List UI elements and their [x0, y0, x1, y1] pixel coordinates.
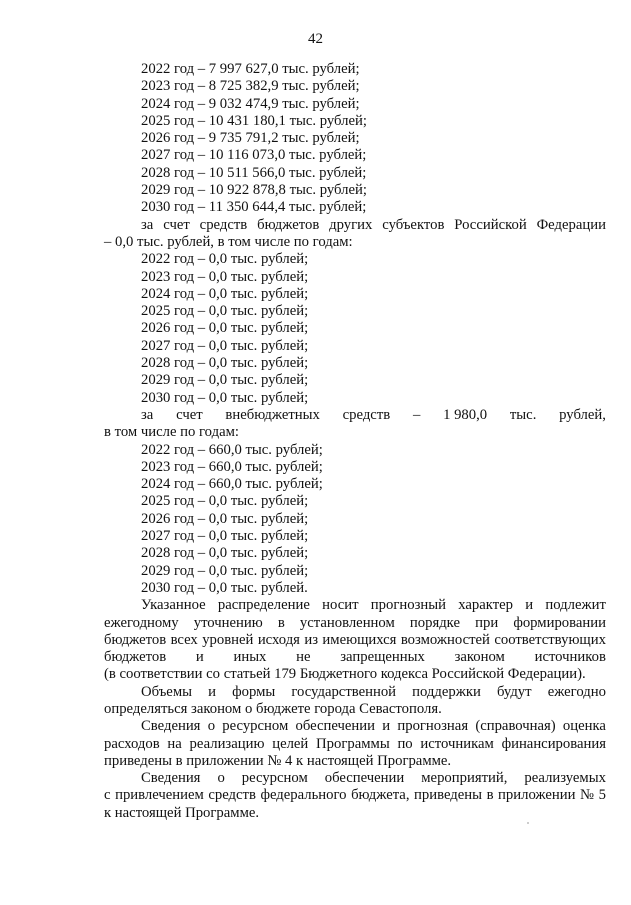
- word: бюджетов: [257, 216, 320, 233]
- page-number: 42: [308, 31, 323, 47]
- list-item: 2030 год – 11 350 644,4 тыс. рублей;: [141, 199, 367, 216]
- list-item: 2024 год – 9 032 474,9 тыс. рублей;: [141, 95, 360, 112]
- word: ежегодному: [104, 614, 179, 631]
- paragraph-last-line: приведены в приложении № 4 к настоящей Программе.: [104, 752, 452, 769]
- word: других: [329, 216, 373, 233]
- list-item: 2028 год – 0,0 тыс. рублей;: [141, 545, 309, 562]
- word: прогнозная: [397, 718, 469, 735]
- paragraph-last-line: к настоящей Программе.: [104, 804, 260, 821]
- word: федерального: [260, 787, 347, 804]
- word: запрещенных: [340, 649, 425, 666]
- word: целей: [272, 735, 309, 752]
- word: Объемы: [141, 683, 192, 700]
- paragraph-line: [104, 615, 606, 632]
- list-item: 2025 год – 10 431 180,1 тыс. рублей;: [141, 112, 367, 129]
- word: иных: [233, 649, 267, 666]
- word: источникам: [420, 735, 494, 752]
- word: Российской: [454, 216, 527, 233]
- list-item: 2022 год – 7 997 627,0 тыс. рублей;: [141, 61, 360, 77]
- paragraph-line: [104, 649, 606, 666]
- word: и: [382, 718, 391, 735]
- word: Указанное: [141, 597, 206, 614]
- list-item: 2029 год – 10 922 878,8 тыс. рублей;: [141, 182, 367, 199]
- word: из: [304, 631, 319, 648]
- word: реализацию: [189, 735, 265, 752]
- word: счет: [176, 406, 203, 423]
- regional-budget-list: [104, 61, 606, 217]
- word: в: [277, 614, 285, 631]
- list-item: 2027 год – 0,0 тыс. рублей;: [141, 337, 309, 354]
- word: ресурсном: [222, 718, 289, 735]
- word: о: [217, 770, 225, 787]
- word: Сведения: [141, 770, 201, 787]
- paragraph-line: [104, 684, 606, 701]
- list-item: 2025 год – 0,0 тыс. рублей;: [141, 303, 309, 320]
- document-body: [104, 61, 606, 822]
- word: счет: [163, 216, 190, 233]
- word: и: [525, 597, 534, 614]
- word: возможностей: [400, 631, 490, 648]
- word: уточнению: [193, 614, 263, 631]
- other-subjects-intro-cont: – 0,0 тыс. рублей, в том числе по годам:: [104, 233, 353, 250]
- word: приложении: [498, 787, 576, 804]
- list-item: 2024 год – 660,0 тыс. рублей;: [141, 476, 323, 493]
- word: всех: [170, 631, 198, 648]
- word: Сведения: [141, 718, 201, 735]
- list-item: 2026 год – 0,0 тыс. рублей;: [141, 510, 309, 527]
- word: законом: [454, 649, 505, 666]
- paragraph-line: [104, 718, 606, 735]
- word: оценка: [562, 718, 606, 735]
- word: 1 980,0: [443, 406, 488, 423]
- paragraph-resource: [104, 718, 606, 770]
- paragraph-last-line: определяться законом о бюджете города Севастополя.: [104, 700, 442, 717]
- word: за: [141, 406, 154, 423]
- word: в: [486, 787, 494, 804]
- extra-budgetary-intro: [104, 407, 606, 424]
- word: №: [580, 787, 595, 804]
- word: обеспечении: [324, 770, 405, 787]
- paragraph-line: [104, 736, 606, 753]
- paragraph-line: [104, 770, 606, 787]
- list-item: 2022 год – 660,0 тыс. рублей;: [141, 441, 323, 458]
- word: 5: [598, 787, 606, 804]
- list-item: 2028 год – 10 511 566,0 тыс. рублей;: [141, 164, 367, 181]
- list-item: 2029 год – 0,0 тыс. рублей;: [141, 372, 309, 389]
- extra-budgetary-section: [104, 407, 606, 597]
- word: не: [296, 649, 311, 666]
- word: тыс.: [509, 406, 537, 423]
- word: порядке: [409, 614, 460, 631]
- word: и: [208, 683, 216, 700]
- list-item: 2023 год – 8 725 382,9 тыс. рублей;: [141, 78, 360, 95]
- word: мероприятий,: [421, 770, 508, 787]
- word: средств: [208, 787, 256, 804]
- other-subjects-section: [104, 217, 606, 407]
- list-item: 2026 год – 9 735 791,2 тыс. рублей;: [141, 130, 360, 147]
- word: с: [104, 787, 111, 804]
- list-item: 2024 год – 0,0 тыс. рублей;: [141, 285, 309, 302]
- list-item: 2030 год – 0,0 тыс. рублей.: [141, 579, 308, 596]
- word: соответствующих: [494, 631, 606, 648]
- word: Федерации: [536, 216, 606, 233]
- word: –: [412, 406, 421, 423]
- word: рублей,: [559, 406, 606, 423]
- list-item: 2023 год – 660,0 тыс. рублей;: [141, 458, 323, 475]
- list-item: 2028 год – 0,0 тыс. рублей;: [141, 355, 309, 372]
- word: ресурсном: [241, 770, 308, 787]
- word: источников: [534, 649, 606, 666]
- word: бюджета,: [351, 787, 410, 804]
- word: ежегодно: [547, 683, 606, 700]
- word: обеспечении: [295, 718, 376, 735]
- list-item: 2027 год – 0,0 тыс. рублей;: [141, 528, 309, 545]
- word: имеющихся: [322, 631, 397, 648]
- word: привлечением: [115, 787, 204, 804]
- word: финансирования: [501, 735, 606, 752]
- paragraph-line: [104, 632, 606, 649]
- word: о: [207, 718, 216, 735]
- word: носит: [322, 597, 359, 614]
- word: при: [475, 614, 499, 631]
- list-item: 2027 год – 10 116 073,0 тыс. рублей;: [141, 147, 367, 164]
- extra-budgetary-intro-cont: в том числе по годам:: [104, 424, 239, 441]
- word: за: [141, 216, 154, 233]
- word: формы: [232, 683, 276, 700]
- word: установленном: [299, 614, 395, 631]
- paragraph-last-line: (в соответствии со статьей 179 Бюджетного кодекса Российской Федерации).: [104, 666, 586, 683]
- word: характер: [458, 597, 513, 614]
- word: будут: [497, 683, 532, 700]
- word: реализуемых: [524, 770, 606, 787]
- paragraph-distribution: [104, 597, 606, 683]
- word: (справочная): [475, 718, 556, 735]
- word: поддержки: [412, 683, 481, 700]
- paragraph-line: [104, 787, 606, 804]
- scan-speck: [527, 822, 529, 824]
- word: уровней: [202, 631, 254, 648]
- word: прогнозный: [370, 597, 446, 614]
- list-item: 2023 год – 0,0 тыс. рублей;: [141, 268, 309, 285]
- word: исходя: [257, 631, 300, 648]
- word: и: [195, 649, 204, 666]
- word: бюджетов: [104, 649, 167, 666]
- list-item: 2030 год – 0,0 тыс. рублей;: [141, 389, 309, 406]
- word: внебюджетных: [225, 406, 320, 423]
- word: приведены: [414, 787, 483, 804]
- list-item: 2026 год – 0,0 тыс. рублей;: [141, 320, 309, 337]
- word: на: [167, 735, 182, 752]
- list-item: 2029 год – 0,0 тыс. рублей;: [141, 562, 309, 579]
- word: расходов: [104, 735, 160, 752]
- paragraph-line: [104, 597, 606, 614]
- list-item: 2022 год – 0,0 тыс. рублей;: [141, 251, 309, 268]
- word: формировании: [513, 614, 606, 631]
- paragraph-support: [104, 684, 606, 719]
- list-item: 2025 год – 0,0 тыс. рублей;: [141, 493, 309, 510]
- word: распределение: [217, 597, 310, 614]
- word: бюджетов: [104, 631, 167, 648]
- paragraph-federal: [104, 770, 606, 822]
- word: средств: [199, 216, 248, 233]
- other-subjects-intro: [104, 217, 606, 234]
- word: субъектов: [382, 216, 445, 233]
- word: по: [397, 735, 413, 752]
- word: государственной: [291, 683, 397, 700]
- word: Программы: [316, 735, 390, 752]
- word: средств: [342, 406, 391, 423]
- word: подлежит: [545, 597, 606, 614]
